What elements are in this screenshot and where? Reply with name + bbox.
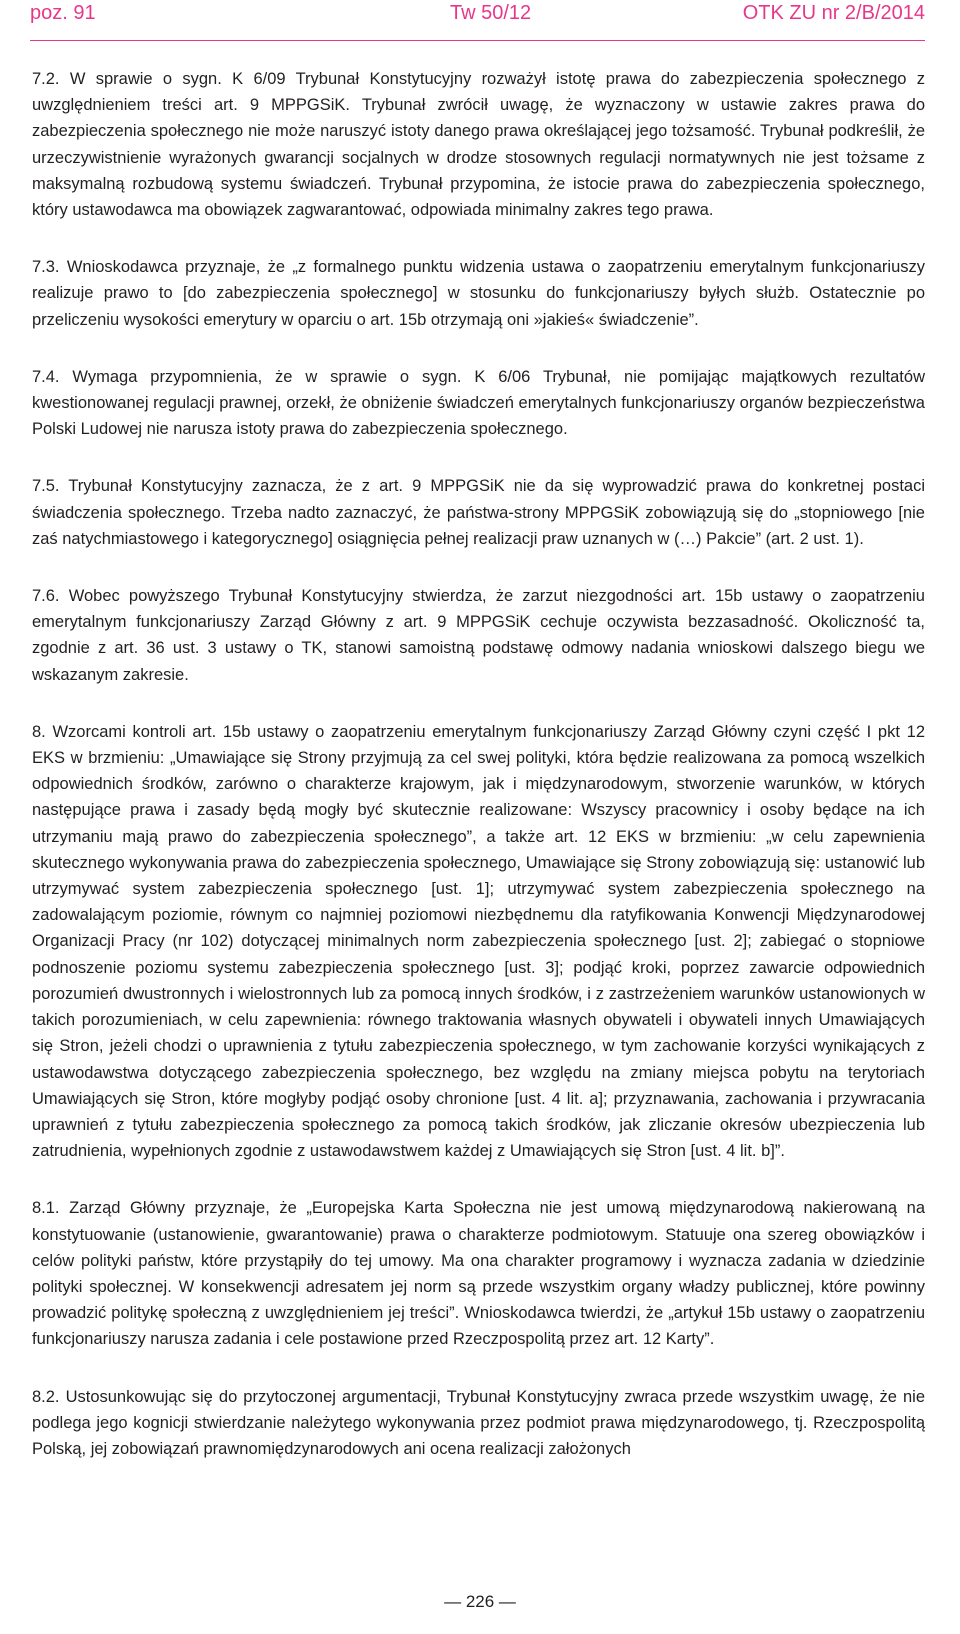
header-case-signature: Tw 50/12 [450,2,532,24]
paragraph-7-4: 7.4. Wymaga przypomnienia, że w sprawie o sygn. K 6/06 Trybunał, nie pomijając majątkowych rezultatów kwestionowanej regulacji prawnej, orzekł, że obniżenie świadczeń emerytalnych funkcjonariuszy organów bezpieczeństwa Polski Ludowej nie narusza istoty prawa do zabezpieczenia społecznego. [32,367,925,439]
paragraph-8-2: 8.2. Ustosunkowując się do przytoczonej argumentacji, Trybunał Konstytucyjny zwraca przede wszystkim uwagę, że nie podlega jego kognicji stwierdzanie należytego wykonywania przez podmiot prawa międzynarodowego, tj. Rzeczpospolitą Polską, jej zobowiązań prawnomiędzynarodowych ani ocena realizacji założonych [32,1387,925,1458]
page-number: — 226 — [444,1592,516,1611]
page-header [30,0,925,41]
paragraph-8: 8. Wzorcami kontroli art. 15b ustawy o zaopatrzeniu emerytalnym funkcjonariuszy Zarząd Główny czyni część I pkt 12 EKS w brzmieniu: „Umawiające się Strony przyjmują za cel swej polityki, która będzie realizowana za pomocą wszelkich odpowiednich środków, zarówno o charakterze krajowym, jak i międzynarodowym, stworzenie warunków, w których następujące prawa i zasady będą mogły być skutecznie realizowane: Wszyscy pracownicy i osoby będące na ich utrzymaniu mają prawo do zabezpieczenia społecznego”, a także art. 12 EKS w brzmieniu: „w celu zapewnienia skutecznego wykonywania prawa do zabezpieczenia społecznego, Umawiające się Strony zobowiązują się: ustanowić lub utrzymywać system zabezpieczenia społecznego [ust. 1]; utrzymywać system zabezpieczenia społecznego na zadowalającym poziomie, równym co najmniej poziomowi niezbędnemu dla ratyfikowania Konwencji Międzynarodowej Organizacji Pracy (nr 102) dotyczącej minimalnych norm zabezpieczenia społecznego [ust. 2]; zabiegać o stopniowe podnoszenie poziomu systemu zabezpieczenia społecznego [ust. 3]; podjąć kroki, poprzez zawarcie odpowiednich porozumień dwustronnych i wielostronnych lub za pomocą innych środków, i z zastrzeżeniem warunków ustanowionych w takich porozumieniach, w celu zapewnienia: równego traktowania własnych obywateli i obywateli innych Umawiających się Stron, jeżeli chodzi o uprawnienia z tytułu zabezpieczenia społecznego, w tym zachowanie korzyści wynikających z ustawodawstwa dotyczącego zabezpieczenia społecznego, bez względu na zmiany miejsca pobytu na terytoriach Umawiających się Stron, które mogłyby podjąć osoby chronione [ust. 4 lit. a]; przyznawania, zachowania i przywracania uprawnień z tytułu zabezpieczenia społecznego za pomocą takich środków, jak zliczanie okresów ubezpieczenia lub zatrudnienia, wypełnionych zgodnie z ustawodawstwem każdej z Umawiających się Stron [ust. 4 lit. b]”. [32,722,925,1161]
header-journal-issue: OTK ZU nr 2/B/2014 [742,2,925,24]
paragraph-7-5: 7.5. Trybunał Konstytucyjny zaznacza, że z art. 9 MPPGSiK nie da się wyprowadzić prawa do konkretnej postaci świadczenia społecznego. Trzeba nadto zaznaczyć, że państwa-strony MPPGSiK zobowiązują się do „stopniowego [nie zaś natychmiastowego i kategorycznego] osiągnięcia pełnej realizacji praw uznanych w (…) Pakcie” (art. 2 ust. 1). [32,477,925,548]
header-position: poz. 91 [30,2,96,24]
paragraph-7-2: 7.2. W sprawie o sygn. K 6/09 Trybunał Konstytucyjny rozważył istotę prawa do zabezpieczenia społecznego z uwzględnieniem treści art. 9 MPPGSiK. Trybunał zwrócił uwagę, że wyznaczony w ustawie zakres prawa do zabezpieczenia społecznego nie może naruszyć istoty danego prawa określającej jego tożsamość. Trybunał podkreślił, że urzeczywistnienie wyrażonych gwarancji socjalnych w drodze stosownych regulacji normatywnych nie jest tożsame z maksymalną rozbudową systemu świadczeń. Trybunał przypomina, że istocie prawa do zabezpieczenia społecznego, który ustawodawca ma obowiązek zagwarantować, odpowiada minimalny zakres tego prawa. [32,70,925,220]
paragraph-7-6: 7.6. Wobec powyższego Trybunał Konstytucyjny stwierdza, że zarzut niezgodności art. 15b ustawy o zaopatrzeniu emerytalnym funkcjonariuszy Zarząd Główny z art. 9 MPPGSiK cechuje oczywista bezzasadność. Okoliczność ta, zgodnie z art. 36 ust. 3 ustawy o TK, stanowi samoistną podstawę odmowy nadania wnioskowi dalszego biegu we wskazanym zakresie. [32,587,925,684]
paragraph-8-1: 8.1. Zarząd Główny przyznaje, że „Europejska Karta Społeczna nie jest umową międzynarodową nakierowaną na konstytuowanie (ustanowienie, gwarantowanie) prawa o charakterze podmiotowym. Statuuje ona szereg obowiązków i celów polityki państw, które przystąpiły do tej umowy. Ma ona charakter programowy i wyznacza zadania w dziedzinie polityki społecznej. W konsekwencji adresatem jej norm są przede wszystkim organy władzy publicznej, które powinny prowadzić politykę społeczną z uwzględnieniem jej treści”. Wnioskodawca twierdzi, że „artykuł 15b ustawy o zaopatrzeniu funkcjonariuszy narusza zadania i cele postawione przed Rzeczpospolitą przez art. 12 Karty”. [32,1199,925,1349]
document-body [32,66,925,1493]
paragraph-7-3: 7.3. Wnioskodawca przyznaje, że „z formalnego punktu widzenia ustawa o zaopatrzeniu emerytalnym funkcjonariuszy realizuje prawo to [do zabezpieczenia społecznego] w stosunku do funkcjonariuszy byłych służb. Ostatecznie po przeliczeniu wysokości emerytury w oparciu o art. 15b otrzymają oni »jakieś« świadczenie”. [32,258,925,329]
